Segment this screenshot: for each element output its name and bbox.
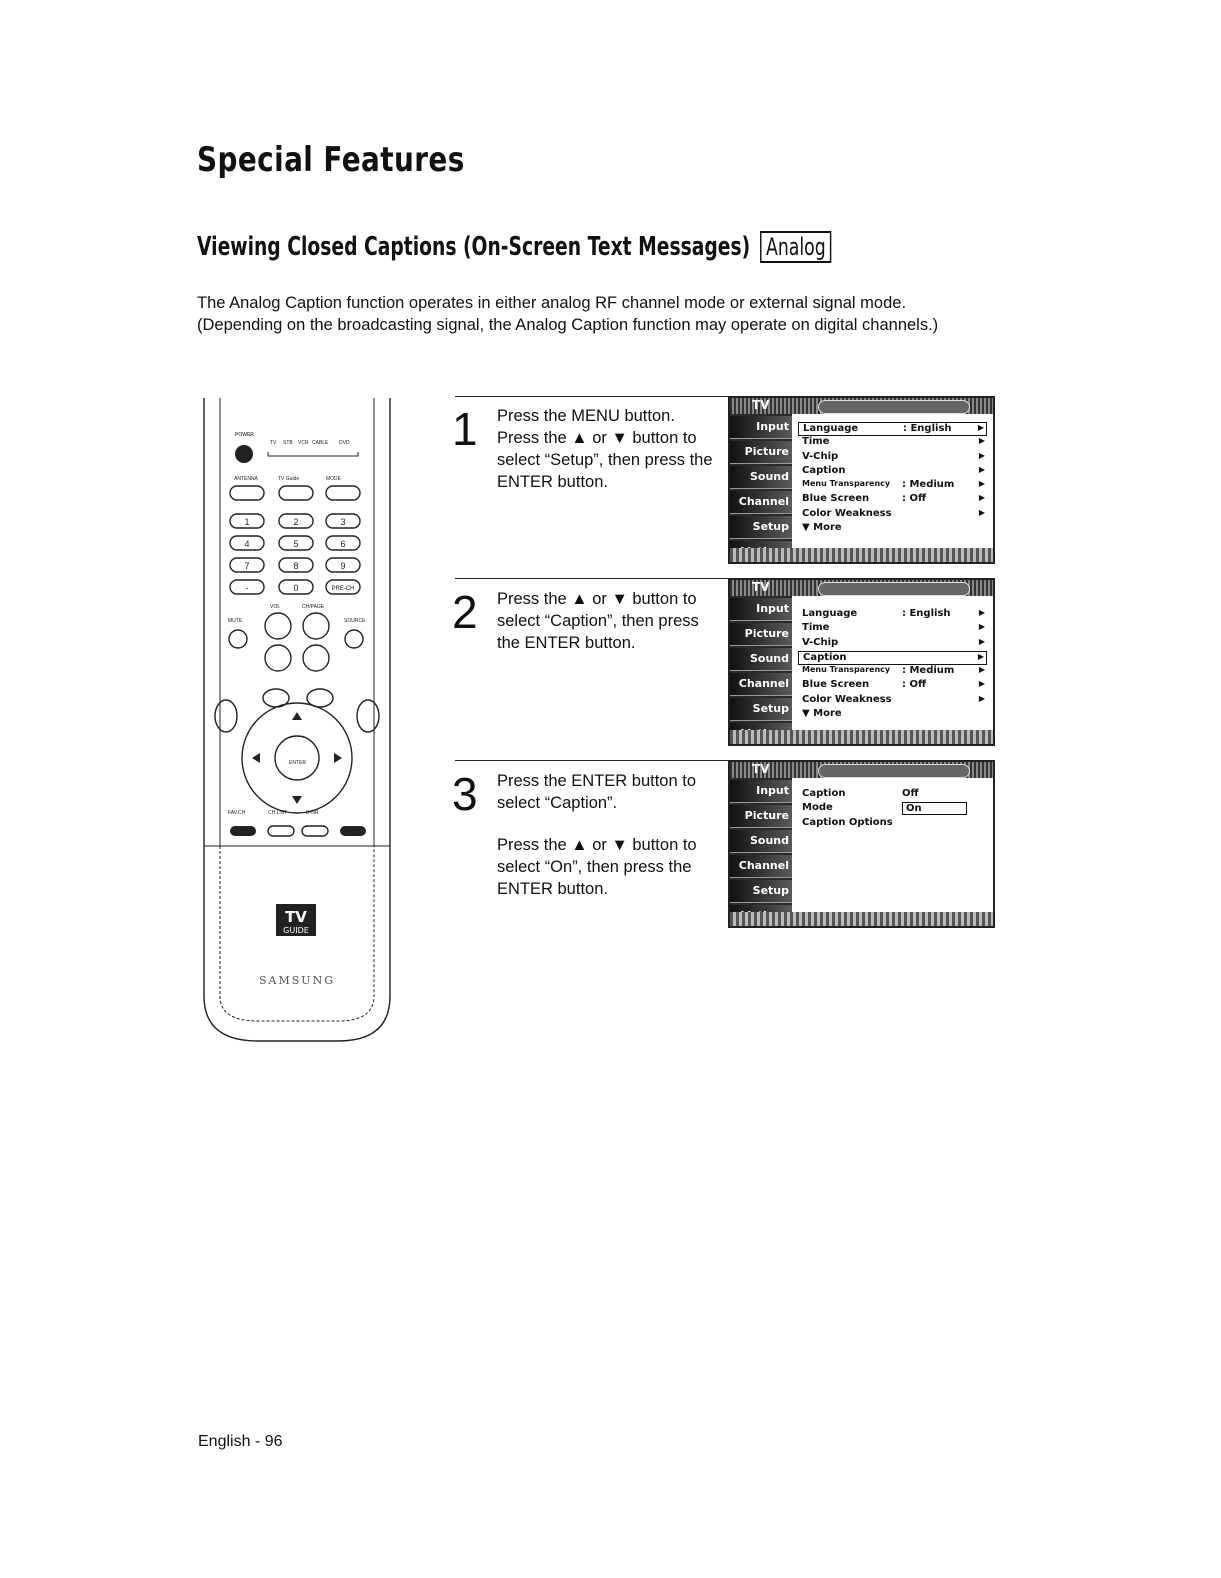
tvguide-label: TV Guide [278, 476, 300, 482]
power-button [235, 445, 253, 463]
menu-item-caption: Caption ▶ [798, 651, 987, 665]
menu-help-bar [730, 730, 993, 744]
setup-menu-list [798, 422, 987, 536]
menu-item-time: Time ▶ [802, 622, 985, 634]
caption-item-caption: Caption Off [802, 788, 919, 799]
mode-row-label-dvd: DVD [339, 440, 350, 446]
chpage-label: CH/PAGE [302, 604, 325, 610]
step-1-text [497, 405, 719, 513]
mode-label: MODE [326, 476, 341, 482]
menu-item-vchip: V-Chip ▶ [802, 636, 985, 648]
step-2-number: 2 [452, 586, 478, 638]
samsung-logo: SAMSUNG [259, 974, 335, 987]
digit-dash: - [245, 583, 249, 593]
menu-item-menu-transparency: Menu Transparency : Medium ▶ [802, 665, 985, 677]
sidebar-tab-input: Input [730, 598, 792, 621]
menu-title-bar [818, 582, 970, 596]
sidebar-tab-setup: Setup [730, 698, 792, 721]
menu-help-bar [730, 912, 993, 926]
page-footer: English - 96 [198, 1433, 283, 1450]
sidebar-tab-picture: Picture [730, 623, 792, 646]
tv-label: TV [752, 398, 770, 412]
sidebar-tab-input: Input [730, 416, 792, 439]
digit-1: 1 [244, 517, 250, 527]
menu-item-menu-transparency: Menu Transparency : Medium ▶ [802, 479, 985, 491]
menu-item-more: ▼ More [802, 708, 842, 720]
digit-4: 4 [244, 539, 250, 549]
step-1-number: 1 [452, 403, 478, 455]
sidebar-tab-sound: Sound [730, 466, 792, 489]
step-2-text [497, 588, 719, 674]
mode-row-label-tv: TV [270, 440, 277, 446]
sidebar-tab-channel: Channel [730, 491, 792, 514]
sidebar-tab-setup: Setup [730, 516, 792, 539]
menu-item-more: ▼ More [802, 522, 842, 534]
vol-label: VOL [270, 604, 281, 610]
sub-heading [197, 232, 831, 262]
sidebar-tab-picture: Picture [730, 441, 792, 464]
chlist-label: CH LIST [268, 810, 288, 816]
setup-menu-list [798, 608, 987, 722]
digit-2: 2 [293, 517, 299, 527]
prech-label: PRE-CH [331, 586, 355, 592]
digit-0: 0 [293, 583, 299, 593]
digit-8: 8 [293, 561, 299, 571]
step-3-paragraph-2: Press the ▲ or ▼ button to select “On”, then press the ENTER button. [497, 836, 697, 898]
menu-item-language: Language : English ▶ [798, 422, 987, 436]
caption-item-options: Caption Options [802, 816, 893, 828]
sidebar-tab-picture: Picture [730, 805, 792, 828]
svg-text:TV: TV [285, 908, 307, 926]
caption-item-mode: Mode On [798, 802, 987, 816]
menu-item-time: Time ▶ [802, 436, 985, 448]
tv-label: TV [752, 580, 770, 594]
section-title: Special Features [197, 140, 465, 180]
menu-item-blue-screen: Blue Screen : Off ▶ [802, 679, 985, 691]
digit-9: 9 [340, 561, 346, 571]
digit-5: 5 [293, 539, 299, 549]
menu-item-language: Language : English ▶ [802, 608, 985, 619]
sidebar-tab-setup: Setup [730, 880, 792, 903]
menu-title-bar [818, 400, 970, 414]
analog-badge: Analog [760, 231, 831, 263]
enter-label: ENTER [289, 760, 306, 766]
step-2-paragraph: Press the ▲ or ▼ button to select “Caption”, then press the ENTER button. [497, 590, 699, 652]
sidebar-tab-input: Input [730, 780, 792, 803]
mode-row-label-stb: STB [283, 440, 293, 446]
setup-menu-screen-1 [728, 396, 995, 564]
menu-help-bar [730, 548, 993, 562]
sidebar-tab-channel: Channel [730, 673, 792, 696]
power-label: POWER [235, 432, 254, 438]
sidebar-tab-channel: Channel [730, 855, 792, 878]
sidebar-tab-sound: Sound [730, 648, 792, 671]
svg-text:GUIDE: GUIDE [283, 926, 309, 935]
setup-menu-screen-2 [728, 578, 995, 746]
menu-sidebar [730, 414, 792, 548]
menu-item-blue-screen: Blue Screen : Off ▶ [802, 493, 985, 505]
mode-value-box: On [902, 802, 967, 815]
caption-menu-screen [728, 760, 995, 928]
mute-label: MUTE [228, 618, 243, 624]
step-3-paragraph-1: Press the ENTER button to select “Caption”. [497, 772, 697, 812]
step-3-number: 3 [452, 768, 478, 820]
favch-label: FAV.CH [228, 810, 246, 816]
caption-menu-list [798, 788, 987, 831]
source-label: SOURCE [344, 618, 366, 624]
antenna-label: ANTENNA [234, 476, 258, 482]
menu-sidebar [730, 596, 792, 730]
digit-6: 6 [340, 539, 346, 549]
menu-item-color-weakness: Color Weakness ▶ [802, 507, 985, 519]
step-1-paragraph: Press the MENU button. Press the ▲ or ▼ button to select “Setup”, then press the ENTER button. [497, 407, 713, 491]
dnr-label: D-NR [306, 810, 319, 816]
digit-7: 7 [244, 561, 250, 571]
sidebar-tab-sound: Sound [730, 830, 792, 853]
menu-item-color-weakness: Color Weakness ▶ [802, 693, 985, 705]
digit-3: 3 [340, 517, 346, 527]
tv-label: TV [752, 762, 770, 776]
intro-paragraph: The Analog Caption function operates in either analog RF channel mode or external signal mode. (Depending on the broadcasting signal, the Analog Caption function may operate on digital channels.) [197, 294, 939, 334]
mode-row-label-vcr: VCR [298, 440, 309, 446]
menu-sidebar [730, 778, 792, 912]
sub-heading-text: Viewing Closed Captions (On-Screen Text Messages) [197, 232, 751, 262]
remote-control-illustration [198, 396, 396, 1044]
menu-item-vchip: V-Chip ▶ [802, 450, 985, 462]
mode-row-label-cable: CABLE [312, 440, 329, 446]
menu-title-bar [818, 764, 970, 778]
step-3-text [497, 770, 719, 920]
menu-item-caption: Caption ▶ [802, 464, 985, 476]
